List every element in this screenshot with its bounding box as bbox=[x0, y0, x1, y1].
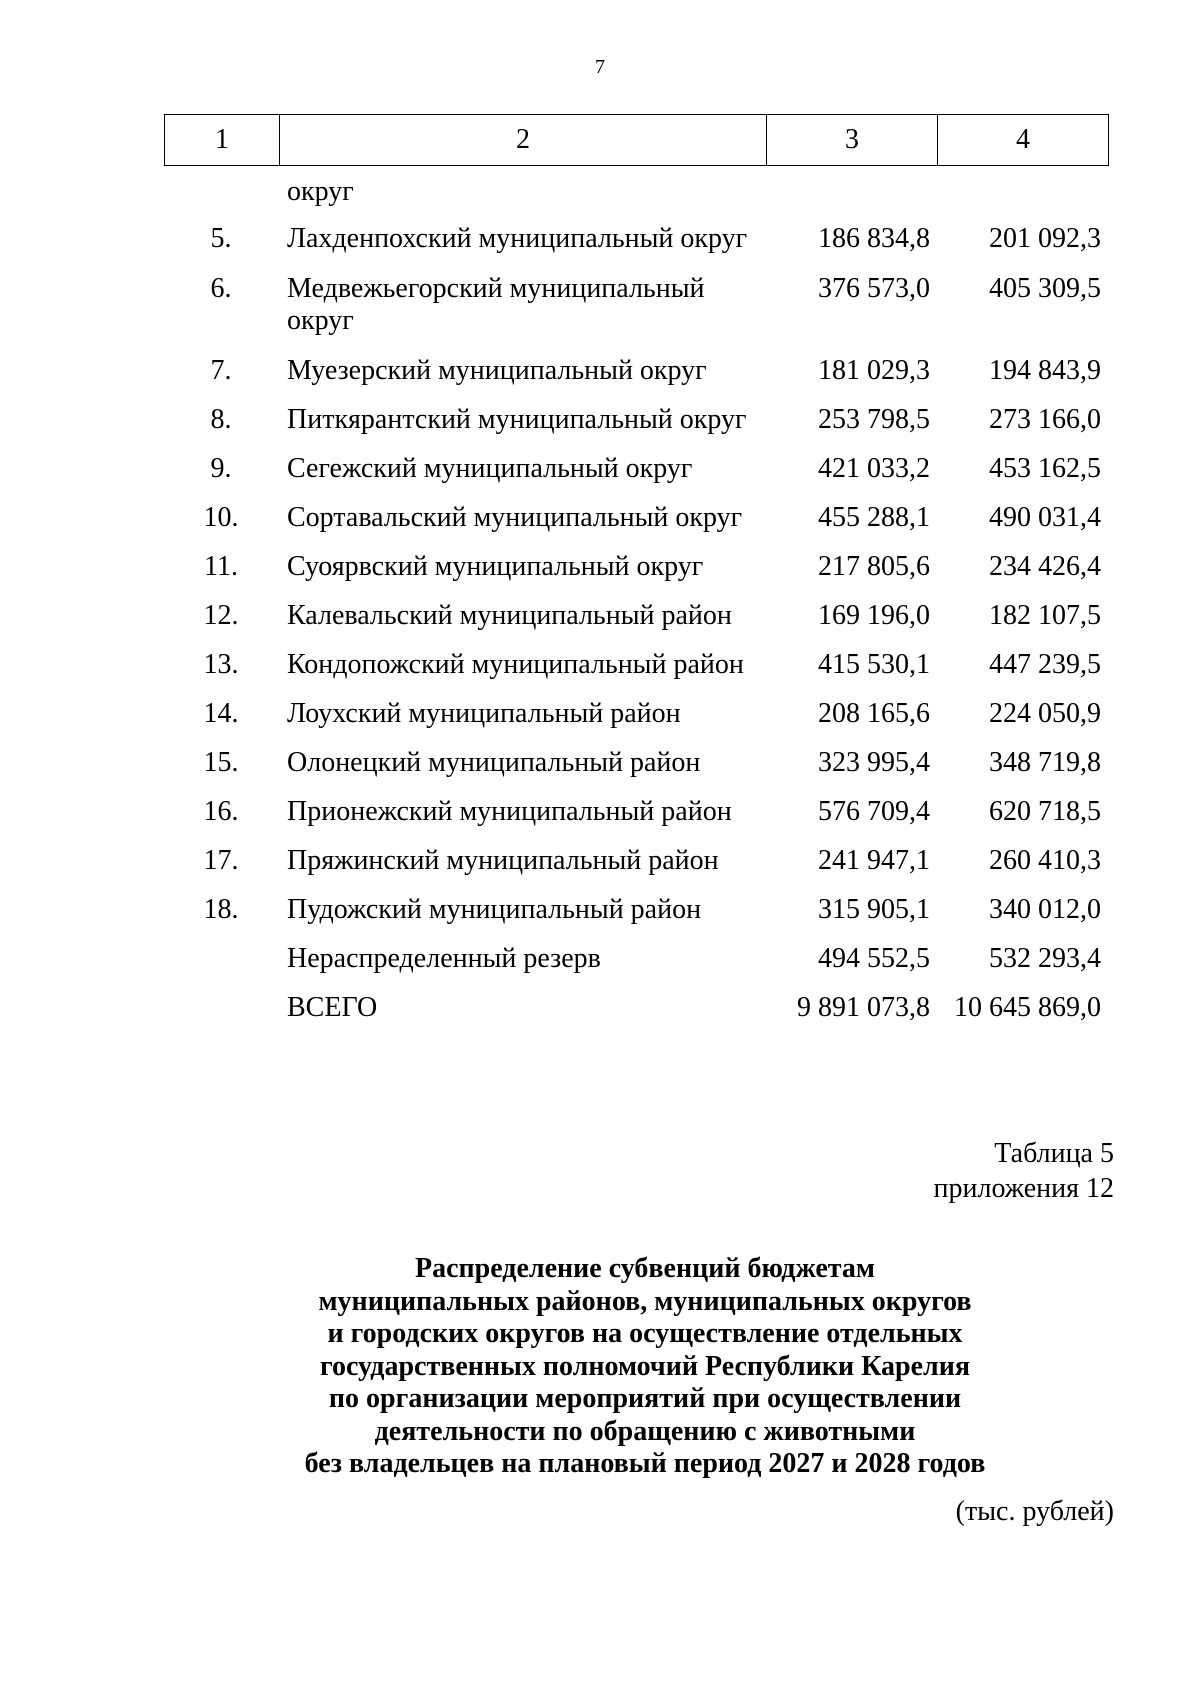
continuation-text: округ bbox=[287, 176, 354, 207]
row-value-2027: 323 995,4 bbox=[818, 747, 930, 778]
row-name: Кондопожский муниципальный район bbox=[287, 649, 744, 680]
title-line: и городских округов на осуществление отдельных bbox=[327, 1318, 963, 1349]
row-name: Прионежский муниципальный район bbox=[287, 796, 732, 827]
row-number: 8. bbox=[210, 404, 232, 435]
row-value-2027: 9 891 073,8 bbox=[797, 992, 930, 1023]
row-value-2027: 576 709,4 bbox=[818, 796, 930, 827]
row-number: 18. bbox=[203, 894, 239, 925]
row-value-2027: 169 196,0 bbox=[818, 600, 930, 631]
row-value-2028: 532 293,4 bbox=[989, 943, 1101, 974]
title-line: государственных полномочий Республики Карелия bbox=[319, 1350, 971, 1382]
page-number: 7 bbox=[595, 56, 605, 78]
title-line: по организации мероприятий при осуществлении bbox=[328, 1383, 962, 1414]
row-value-2028: 348 719,8 bbox=[989, 747, 1101, 778]
row-name: Муезерский муниципальный округ bbox=[287, 355, 707, 386]
row-name: Питкярантский муниципальный округ bbox=[287, 404, 747, 435]
row-value-2028: 490 031,4 bbox=[989, 502, 1101, 533]
row-value-2028: 182 107,5 bbox=[989, 600, 1101, 631]
row-value-2028: 10 645 869,0 bbox=[954, 992, 1101, 1023]
row-number: 6. bbox=[210, 273, 232, 304]
row-value-2027: 494 552,5 bbox=[818, 943, 930, 974]
row-value-2028: 620 718,5 bbox=[989, 796, 1101, 827]
row-number: 7. bbox=[210, 355, 232, 386]
row-number: 9. bbox=[210, 453, 232, 484]
row-value-2027: 208 165,6 bbox=[818, 698, 930, 729]
row-name: Лоухский муниципальный район bbox=[287, 698, 681, 729]
table-header bbox=[164, 114, 1109, 166]
row-name: Нераспределенный резерв bbox=[287, 943, 601, 974]
row-value-2028: 201 092,3 bbox=[989, 223, 1101, 254]
row-value-2027: 217 805,6 bbox=[818, 551, 930, 582]
units-label: (тыс. рублей) bbox=[955, 1496, 1114, 1527]
header-col-1: 1 bbox=[165, 115, 280, 166]
row-name: Суоярвский муниципальный округ bbox=[287, 551, 704, 582]
document-title bbox=[0, 1253, 1200, 1481]
row-value-2027: 241 947,1 bbox=[818, 845, 930, 876]
row-value-2027: 315 905,1 bbox=[818, 894, 930, 925]
row-name: Лахденпохский муниципальный округ bbox=[287, 223, 748, 254]
row-value-2027: 376 573,0 bbox=[818, 273, 930, 304]
table-caption-line-2: приложения 12 bbox=[933, 1173, 1114, 1204]
title-line: деятельности по обращению с животными bbox=[374, 1415, 916, 1447]
header-col-2: 2 bbox=[280, 115, 767, 166]
header-col-4: 4 bbox=[938, 115, 1109, 166]
row-value-2028: 224 050,9 bbox=[989, 698, 1101, 729]
row-value-2027: 181 029,3 bbox=[818, 355, 930, 386]
row-number: 11. bbox=[204, 551, 238, 582]
row-name: Сегежский муниципальный округ bbox=[287, 453, 693, 484]
row-value-2027: 186 834,8 bbox=[818, 223, 930, 254]
row-name: Медвежьегорский муниципальный округ bbox=[287, 273, 705, 336]
row-value-2028: 405 309,5 bbox=[989, 273, 1101, 304]
row-name: Олонецкий муниципальный район bbox=[287, 747, 701, 778]
row-number: 12. bbox=[203, 600, 239, 631]
row-name: Калевальский муниципальный район bbox=[287, 600, 732, 631]
row-value-2028: 453 162,5 bbox=[989, 453, 1101, 484]
row-name: Пряжинский муниципальный район bbox=[287, 845, 719, 876]
row-number: 10. bbox=[203, 502, 239, 533]
row-value-2028: 273 166,0 bbox=[989, 404, 1101, 435]
row-value-2028: 234 426,4 bbox=[989, 551, 1101, 582]
row-name: Пудожский муниципальный район bbox=[287, 894, 702, 925]
row-name: Сортавальский муниципальный округ bbox=[287, 502, 743, 533]
title-line: муниципальных районов, муниципальных округов bbox=[318, 1285, 972, 1317]
row-value-2027: 421 033,2 bbox=[818, 453, 930, 484]
row-value-2028: 260 410,3 bbox=[989, 845, 1101, 876]
row-value-2028: 447 239,5 bbox=[989, 649, 1101, 680]
row-number: 5. bbox=[210, 223, 232, 254]
row-number: 17. bbox=[203, 845, 239, 876]
row-name: ВСЕГО bbox=[287, 992, 378, 1023]
table-caption-line-1: Таблица 5 bbox=[994, 1138, 1114, 1169]
row-number: 13. bbox=[203, 649, 239, 680]
row-value-2027: 415 530,1 bbox=[818, 649, 930, 680]
row-value-2028: 194 843,9 bbox=[989, 355, 1101, 386]
row-value-2027: 455 288,1 bbox=[818, 502, 930, 533]
row-number: 14. bbox=[203, 698, 239, 729]
header-col-3: 3 bbox=[767, 115, 938, 166]
title-line: Распределение субвенций бюджетам bbox=[415, 1253, 875, 1284]
row-value-2028: 340 012,0 bbox=[989, 894, 1101, 925]
row-value-2027: 253 798,5 bbox=[818, 404, 930, 435]
row-number: 16. bbox=[203, 796, 239, 827]
title-line: без владельцев на плановый период 2027 и 2028 годов bbox=[304, 1448, 986, 1479]
row-number: 15. bbox=[203, 747, 239, 778]
